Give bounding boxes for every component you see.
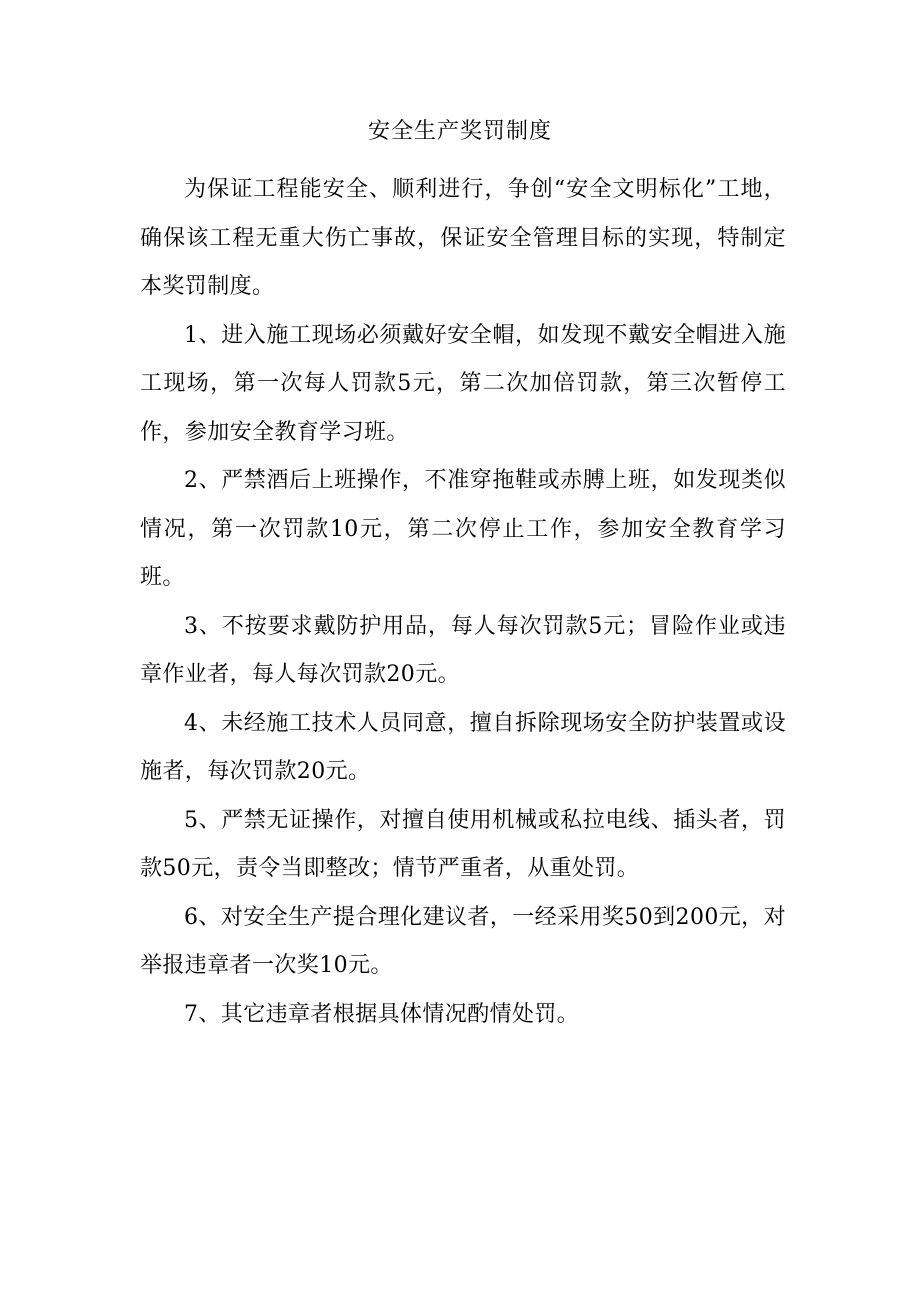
rule-4-paragraph: 4、未经施工技术人员同意，擅自拆除现场安全防护装置或设施者，每次罚款20元。	[140, 710, 786, 784]
rule-5-paragraph: 5、严禁无证操作，对擅自使用机械或私拉电线、插头者，罚款50元，责令当即整改；情节严重者，从重处罚。	[140, 807, 786, 881]
rule-6-paragraph: 6、对安全生产提合理化建议者，一经采用奖50到200元，对举报违章者一次奖10元。	[140, 904, 786, 978]
rule-1-paragraph: 1、进入施工现场必须戴好安全帽，如发现不戴安全帽进入施工现场，第一次每人罚款5元，第二次加倍罚款，第三次暂停工作，参加安全教育学习班。	[140, 322, 786, 445]
rule-2-paragraph: 2、严禁酒后上班操作，不准穿拖鞋或赤膊上班，如发现类似情况，第一次罚款10元，第二次停止工作，参加安全教育学习班。	[140, 468, 786, 590]
rule-7-paragraph: 7、其它违章者根据具体情况酌情处罚。	[184, 1001, 580, 1027]
document-title: 安全生产奖罚制度	[367, 119, 552, 144]
document-body	[140, 166, 786, 1039]
intro-paragraph: 为保证工程能安全、顺利进行，争创“安全文明标化”工地，确保该工程无重大伤亡事故，保证安全管理目标的实现，特制定本奖罚制度。	[140, 177, 786, 299]
rule-3-paragraph: 3、不按要求戴防护用品，每人每次罚款5元；冒险作业或违章作业者，每人每次罚款20元。	[140, 613, 786, 687]
